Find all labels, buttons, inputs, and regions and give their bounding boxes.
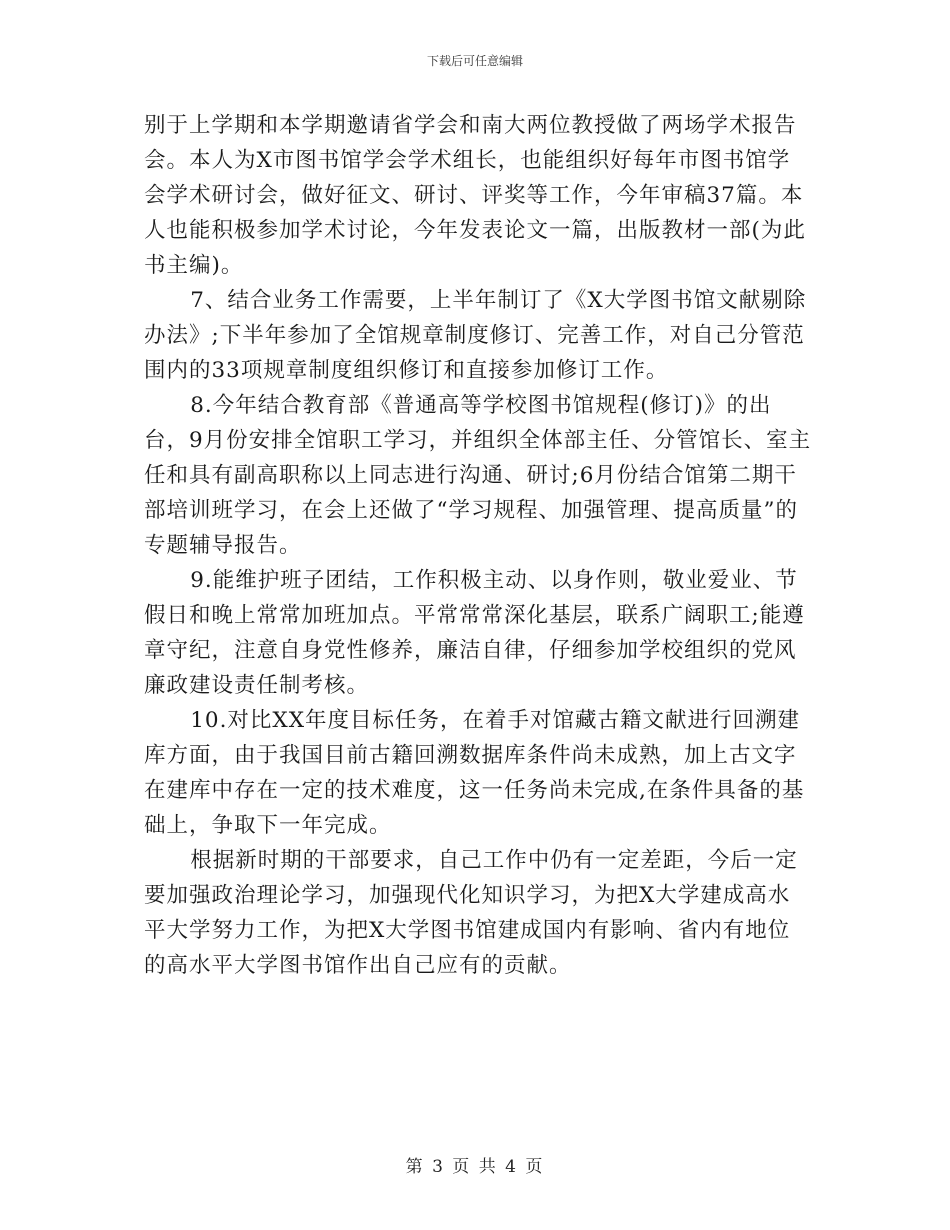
paragraph-conclusion: 根据新时期的干部要求，自己工作中仍有一定差距，今后一定要加强政治理论学习，加强现代化知识学习，为把X大学建成高水平大学努力工作，为把X大学图书馆建成国内有影响、省内有地位的高水平大学图书馆作出自己应有的贡献。 bbox=[144, 848, 798, 978]
paragraph-continuation: 别于上学期和本学期邀请省学会和南大两位教授做了两场学术报告会。本人为X市图书馆学会学术组长，也能组织好每年市图书馆学会学术研讨会，做好征文、研讨、评奖等工作，今年审稿37篇。本人也能积极参加学术讨论，今年发表论文一篇，出版教材一部(为此书主编)。 bbox=[144, 113, 806, 278]
paragraph-item-8: 8.今年结合教育部《普通高等学校图书馆规程(修订)》的出台，9月份安排全馆职工学习，并组织全体部主任、分管馆长、室主任和具有副高职称以上同志进行沟通、研讨;6月份结合馆第二期干部培训班学习，在会上还做了“学习规程、加强管理、提高质量”的专题辅导报告。 bbox=[144, 393, 812, 558]
page-number-footer: 第 3 页 共 4 页 bbox=[405, 1157, 545, 1177]
document-body bbox=[144, 108, 812, 983]
paragraph-item-9: 9.能维护班子团结，工作积极主动、以身作则，敬业爱业、节假日和晚上常常加班加点。平常常常深化基层，联系广阔职工;能遵章守纪，注意自身党性修养，廉洁自律，仔细参加学校组织的党风廉政建设责任制考核。 bbox=[144, 568, 805, 698]
paragraph-item-10: 10.对比XX年度目标任务，在着手对馆藏古籍文献进行回溯建库方面，由于我国目前古籍回溯数据库条件尚未成熟，加上古文字在建库中存在一定的技术难度，这一任务尚未完成,在条件具备的基础上，争取下一年完成。 bbox=[144, 708, 805, 838]
paragraph-item-7: 7、结合业务工作需要，上半年制订了《X大学图书馆文献剔除办法》;下半年参加了全馆规章制度修订、完善工作，对自己分管范围内的33项规章制度组织修订和直接参加修订工作。 bbox=[144, 288, 807, 383]
page-header: 下载后可任意编辑 bbox=[426, 54, 523, 68]
